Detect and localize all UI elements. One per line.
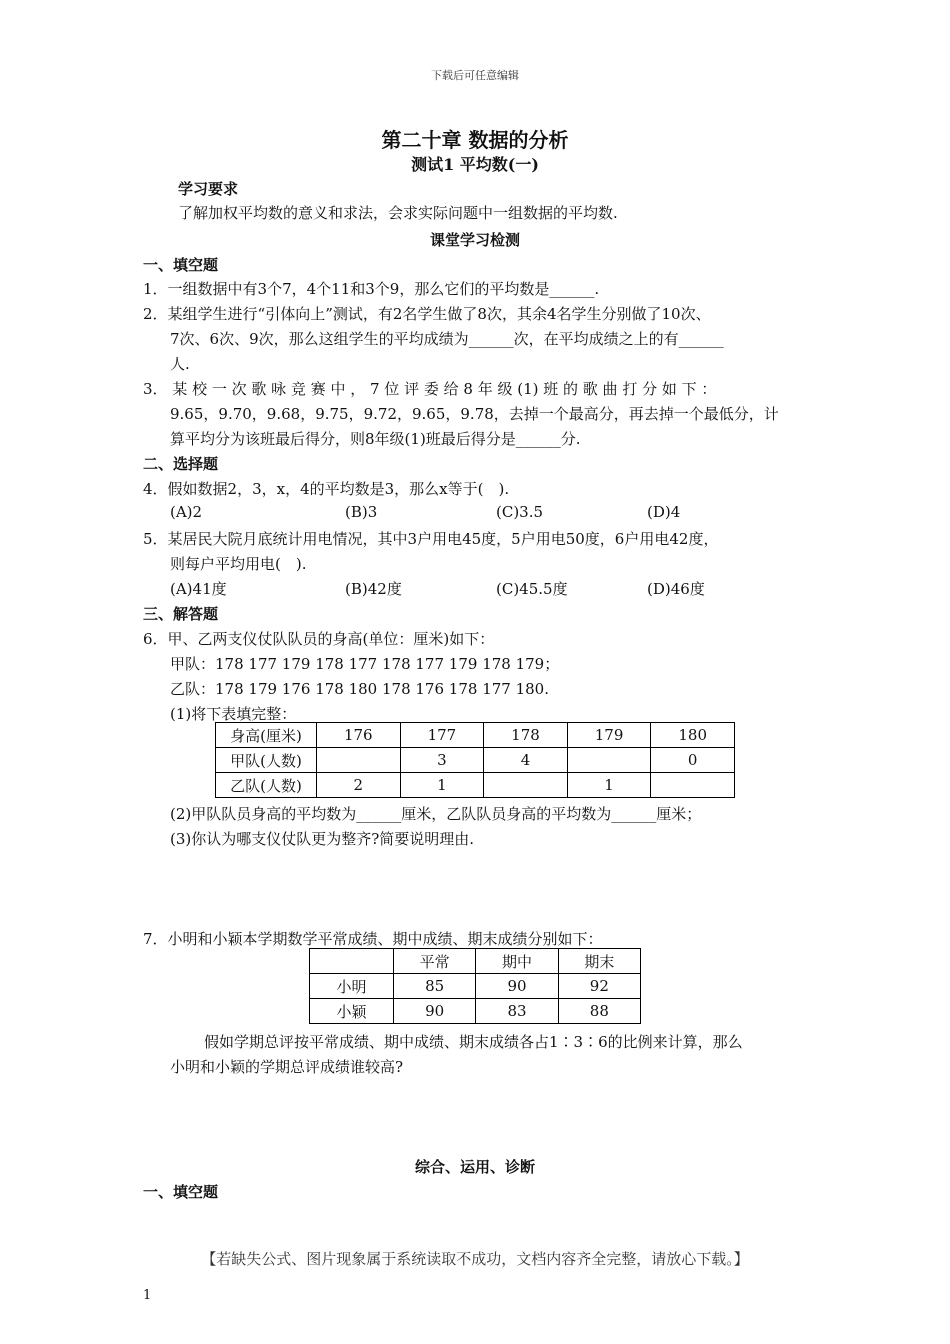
q5-option-b: (B)42度 — [345, 580, 402, 598]
part4-heading: 一、填空题 — [143, 1183, 219, 1201]
team-b-heights: 乙队：178 179 176 178 180 178 176 178 177 180. — [170, 680, 549, 698]
table-cell: 2 — [317, 773, 401, 798]
table-cell — [317, 748, 401, 773]
team-a-heights: 甲队：178 177 179 178 177 178 177 179 178 179； — [170, 655, 560, 673]
height-table — [215, 722, 735, 798]
part1-heading: 一、填空题 — [143, 256, 219, 274]
page-number: 1 — [143, 1288, 152, 1303]
question-6-line1: 6．甲、乙两支仪仗队队员的身高(单位：厘米)如下： — [143, 630, 495, 648]
q5-option-c: (C)45.5度 — [496, 580, 568, 598]
part3-heading: 三、解答题 — [143, 605, 219, 623]
question-2-line3: 人. — [170, 355, 190, 373]
question-6-sub2: (2)甲队队员身高的平均数为______厘米，乙队队员身高的平均数为______厘米； — [170, 805, 702, 823]
table-cell: 177 — [400, 723, 484, 748]
table-cell: 小明 — [310, 974, 394, 999]
requirements-text: 了解加权平均数的意义和求法，会求实际问题中一组数据的平均数. — [178, 204, 618, 222]
table-cell: 1 — [567, 773, 651, 798]
table-row — [216, 723, 735, 748]
table-cell: 乙队(人数) — [216, 773, 317, 798]
table-cell: 180 — [651, 723, 735, 748]
section-classroom-title: 课堂学习检测 — [429, 231, 520, 249]
table-cell: 0 — [651, 748, 735, 773]
q4-option-b: (B)3 — [345, 503, 378, 521]
table-cell: 甲队(人数) — [216, 748, 317, 773]
table-cell — [651, 773, 735, 798]
table-cell: 178 — [484, 723, 568, 748]
table-cell — [484, 773, 568, 798]
question-3-line2: 9.65，9.70，9.68，9.75，9.72，9.65，9.78，去掉一个最高分，再去掉一个最低分，计 — [170, 405, 779, 423]
q4-option-c: (C)3.5 — [496, 503, 544, 521]
part2-heading: 二、选择题 — [143, 455, 219, 473]
table-cell: 90 — [394, 999, 476, 1024]
table-row — [216, 773, 735, 798]
q5-option-a: (A)41度 — [170, 580, 227, 598]
table-cell: 88 — [558, 999, 640, 1024]
q4-option-d: (D)4 — [647, 503, 681, 521]
question-6-sub3: (3)你认为哪支仪仗队更为整齐?简要说明理由. — [170, 830, 475, 848]
test-title: 测试1 平均数(一) — [411, 155, 539, 174]
question-5-line1: 5．某居民大院月底统计用电情况，其中3户用电45度，5户用电50度，6户用电42度， — [143, 530, 719, 548]
question-1: 1．一组数据中有3个7，4个11和3个9，那么它们的平均数是______. — [143, 280, 600, 298]
table-row — [310, 949, 641, 974]
question-7-line1: 7．小明和小颖本学期数学平常成绩、期中成绩、期末成绩分别如下： — [143, 930, 603, 948]
table-cell: 小颖 — [310, 999, 394, 1024]
question-2-line1: 2．某组学生进行“引体向上”测试，有2名学生做了8次，其余4名学生分别做了10次、 — [143, 305, 711, 323]
table-cell: 身高(厘米) — [216, 723, 317, 748]
chapter-title: 第二十章 数据的分析 — [381, 128, 569, 152]
table-cell: 平常 — [394, 949, 476, 974]
score-table — [309, 948, 641, 1024]
question-5-line2: 则每户平均用电( ). — [170, 555, 307, 573]
table-row — [216, 748, 735, 773]
q4-option-a: (A)2 — [170, 503, 203, 521]
requirements-heading: 学习要求 — [178, 180, 239, 198]
question-3-line1: 3． 某 校 一 次 歌 咏 竞 赛 中 ， 7 位 评 委 给 8 年 级 (1) 班 的 歌 曲 打 分 如 下 ： — [143, 380, 717, 398]
section-comprehensive-title: 综合、运用、诊断 — [414, 1158, 535, 1176]
table-cell: 期末 — [558, 949, 640, 974]
table-cell: 4 — [484, 748, 568, 773]
table-cell: 92 — [558, 974, 640, 999]
table-row — [310, 999, 641, 1024]
footer-notice: 【若缺失公式、图片现象属于系统读取不成功，文档内容齐全完整，请放心下载。】 — [201, 1250, 749, 1268]
question-2-line2: 7次、6次、9次，那么这组学生的平均成绩为______次，在平均成绩之上的有______ — [170, 330, 724, 348]
table-cell: 期中 — [476, 949, 558, 974]
table-cell — [567, 748, 651, 773]
table-cell: 85 — [394, 974, 476, 999]
table-row — [310, 974, 641, 999]
q5-option-d: (D)46度 — [647, 580, 705, 598]
question-3-line3: 算平均分为该班最后得分，则8年级(1)班最后得分是______分. — [170, 430, 581, 448]
table-cell — [310, 949, 394, 974]
table-cell: 179 — [567, 723, 651, 748]
question-6-sub1: (1)将下表填完整： — [170, 705, 297, 723]
table-cell: 176 — [317, 723, 401, 748]
question-7-line2: 假如学期总评按平常成绩、期中成绩、期末成绩各占1∶3∶6的比例来计算，那么 — [204, 1033, 743, 1051]
page-header: 下载后可任意编辑 — [431, 69, 519, 82]
question-7-line3: 小明和小颖的学期总评成绩谁较高? — [170, 1058, 404, 1076]
table-cell: 90 — [476, 974, 558, 999]
table-cell: 3 — [400, 748, 484, 773]
question-4: 4．假如数据2，3，x，4的平均数是3，那么x等于( ). — [143, 480, 510, 498]
table-cell: 1 — [400, 773, 484, 798]
table-cell: 83 — [476, 999, 558, 1024]
